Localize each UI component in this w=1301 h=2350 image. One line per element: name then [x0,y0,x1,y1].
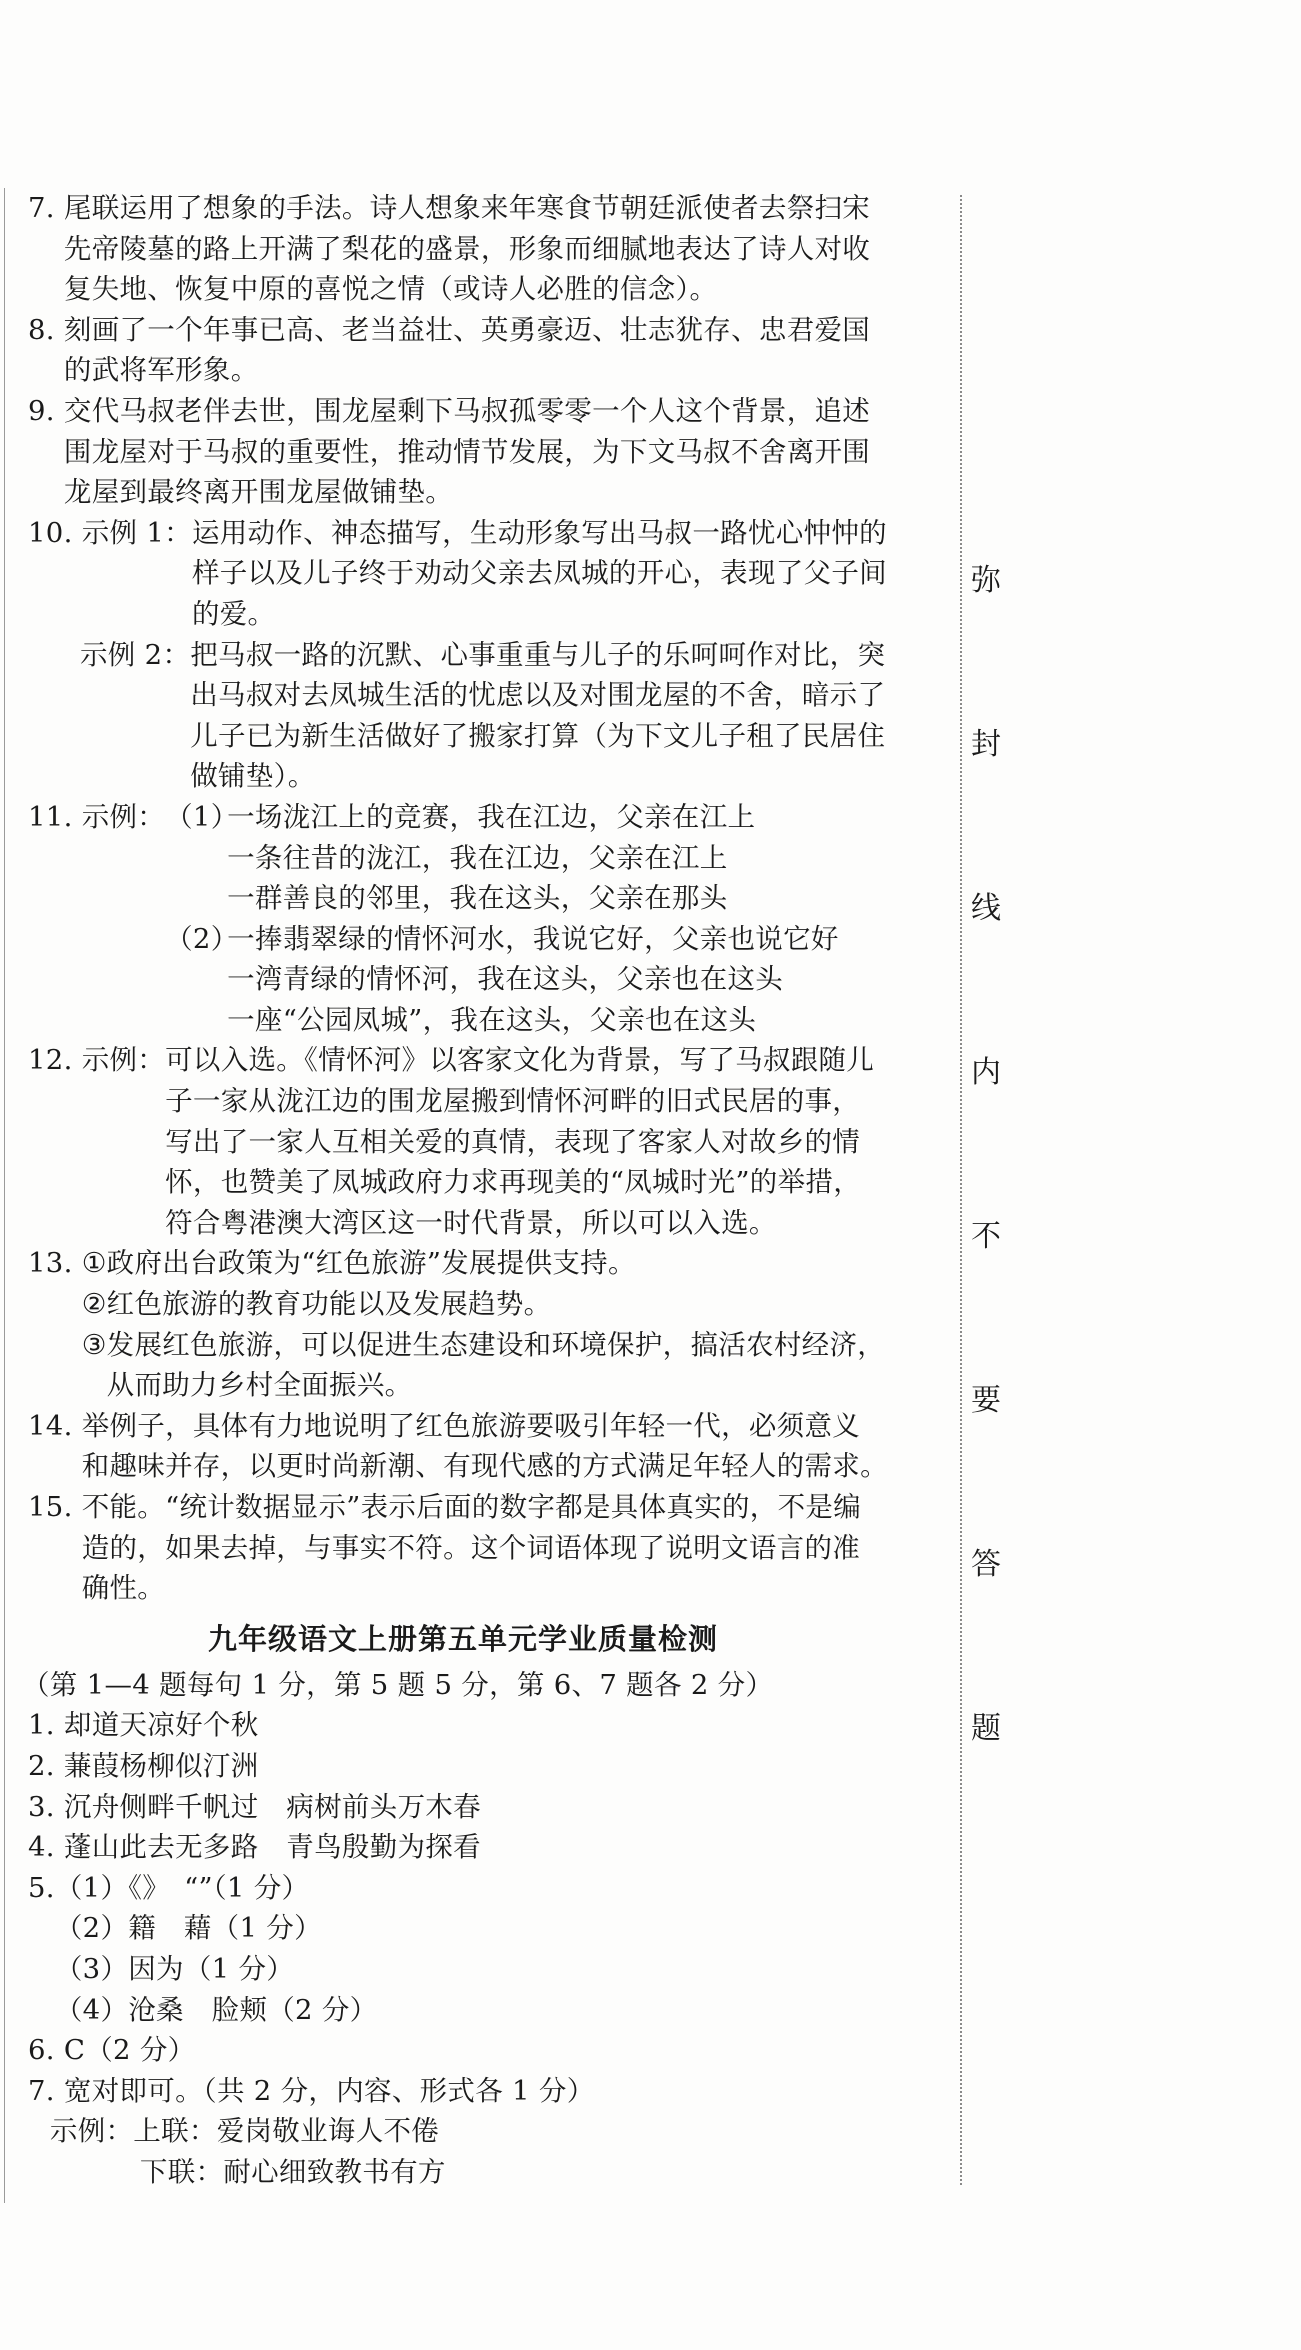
answer-14 [28,1406,928,1487]
answer-line: 把马叔一路的沉默、心事重重与儿子的乐呵呵作对比，突 [190,638,886,671]
section-answer-3 [28,1787,928,1828]
answer-content [22,188,928,2193]
answer-line: 从而助力乡村全面振兴。 [106,1369,413,1402]
answer-15 [28,1487,928,1609]
answer-text: 蒹葭杨柳似汀洲 [63,1749,259,1782]
seal-char: 题 [971,1711,1001,1746]
section-answer-7 [28,2071,928,2193]
answer-13 [28,1243,928,1405]
answer-8 [28,310,928,391]
answer-line: 运用动作、神态描写，生动形象写出马叔一路忧心忡忡的 [191,516,887,549]
poem-line: 一条往昔的泷江，我在江边，父亲在江上 [227,841,728,874]
answer-number: 6. [28,2034,55,2067]
answer-text: 宽对即可。（共 2 分，内容、形式各 1 分） [63,2074,595,2107]
answer-line: 不能。“统计数据显示”表示后面的数字都是具体真实的，不是编 [81,1491,862,1523]
answer-number: 13. [28,1247,73,1280]
answer-line: 复失地、恢复中原的喜悦之情（或诗人必胜的信念）。 [63,273,718,306]
couplet-upper: 上联：爱岗敬业诲人不倦 [133,2115,440,2148]
seal-char: 内 [971,1055,1001,1090]
answer-text: 沧桑 脸颊（2 分） [128,1993,378,2026]
answer-line: 的爱。 [191,597,276,630]
answer-text: 蓬山此去无多路 青鸟殷勤为探看 [63,1831,481,1864]
section-answer-1 [28,1705,928,1746]
answer-line: 符合粤港澳大湾区这一时代背景，所以可以入选。 [165,1206,777,1239]
group-mark: （1） [165,800,239,833]
answer-line: 围龙屋对于马叔的重要性，推动情节发展，为下文马叔不舍离开围 [63,435,871,468]
seal-char: 封 [971,727,1001,762]
answer-line: 可以入选。《情怀河》以客家文化为背景，写了马叔跟随儿 [165,1044,875,1077]
seal-char: 答 [971,1547,1001,1582]
answer-line: 写出了一家人互相关爱的真情，表现了客家人对故乡的情 [165,1125,861,1158]
section-answer-2 [28,1746,928,1787]
poem-line: 一捧翡翠绿的情怀河水，我说它好，父亲也说它好 [227,922,839,955]
answer-text: C（2 分） [63,2034,196,2067]
seal-char: 弥 [971,563,1001,598]
answer-line: 举例子，具体有力地说明了红色旅游要吸引年轻一代，必须意义 [81,1409,861,1442]
left-margin-rule [4,188,5,2203]
example-label: 示例： [81,1044,166,1077]
example-label: 示例： [81,800,166,833]
answer-line: 政府出台政策为“红色旅游”发展提供支持。 [106,1247,636,1280]
answer-line: 刻画了一个年事已高、老当益壮、英勇豪迈、壮志犹存、忠君爱国 [63,313,871,346]
answer-number: 1. [28,1709,55,1742]
answer-number: 8. [28,313,55,346]
answer-number: 9. [28,394,55,427]
answer-number: 7. [28,2074,55,2107]
answer-line: 出马叔对去凤城生活的忧虑以及对围龙屋的不舍，暗示了 [190,679,886,712]
answer-line: 确性。 [81,1572,166,1605]
answer-line: 样子以及儿子终于劝动父亲去凤城的开心，表现了父子间 [191,557,887,590]
answer-line: 子一家从泷江边的围龙屋搬到情怀河畔的旧式民居的事， [165,1085,861,1118]
point-mark: ① [81,1247,107,1280]
answer-number: 5. [28,1871,55,1904]
answer-line: 造的，如果去掉，与事实不符。这个词语体现了说明文语言的准 [81,1531,861,1564]
answer-7 [28,188,928,310]
answer-number: 12. [28,1044,73,1077]
answer-line: 和趣味并存，以更时尚新潮、有现代感的方式满足年轻人的需求。 [81,1450,888,1483]
answer-10 [28,513,928,635]
poem-line: 一座“公园凤城”，我在这头，父亲也在这头 [227,1003,757,1036]
answer-number: 15. [28,1491,73,1523]
answer-text: 籍 藉（1 分） [128,1912,322,1945]
answer-line: 交代马叔老伴去世，围龙屋剩下马叔孤零零一个人这个背景，追述 [63,394,871,427]
point-mark: ③ [81,1328,107,1361]
group-mark: （2） [165,922,239,955]
section-answer-4 [28,1827,928,1868]
example-label: 示例 2： [80,638,191,671]
answer-line: 发展红色旅游，可以促进生态建设和环境保护，搞活农村经济， [106,1328,886,1361]
answer-line: 尾联运用了想象的手法。诗人想象来年寒食节朝廷派使者去祭扫宋 [63,192,871,224]
answer-number: 7. [28,192,55,224]
example-label: 示例 1： [81,516,192,549]
poem-line: 一湾青绿的情怀河，我在这头，父亲也在这头 [227,963,784,996]
answer-11 [28,797,928,1041]
answer-10-example-2 [28,635,928,797]
sub-mark: （2） [54,1912,129,1945]
sub-mark: （4） [54,1993,129,2026]
point-mark: ② [81,1288,107,1321]
answer-line: 儿子已为新生活做好了搬家打算（为下文儿子租了民居住 [190,719,886,752]
answer-line: 红色旅游的教育功能以及发展趋势。 [106,1288,552,1321]
answer-number: 3. [28,1790,55,1823]
scoring-note: （第 1—4 题每句 1 分，第 5 题 5 分，第 6、7 题各 2 分） [22,1668,774,1701]
answer-number: 2. [28,1749,55,1782]
section-answer-5 [28,1868,928,2030]
answer-line: 的武将军形象。 [63,354,259,387]
poem-line: 一场泷江上的竞赛，我在江边，父亲在江上 [227,800,756,833]
seal-char: 要 [971,1383,1001,1418]
answer-9 [28,391,928,513]
answer-line: 怀，也赞美了凤城政府力求再现美的“凤城时光”的举措， [165,1166,862,1199]
answer-text: 却道天凉好个秋 [63,1709,259,1742]
answer-12 [28,1040,928,1243]
poem-line: 一群善良的邻里，我在这头，父亲在那头 [227,882,728,915]
answer-number: 10. [28,516,73,549]
answer-line: 做铺垫）。 [190,760,316,793]
answer-number: 14. [28,1409,73,1442]
section-answer-6 [28,2030,928,2071]
answer-number: 4. [28,1831,55,1864]
binding-seal-text [962,555,1022,1755]
sub-mark: （3） [54,1952,129,1985]
couplet-lower: 下联：耐心细致教书有方 [139,2155,446,2188]
sub-mark: （1） [54,1871,129,1904]
answer-text: 因为（1 分） [128,1952,295,1985]
answer-text: 《》 “”（1 分） [128,1871,310,1904]
example-label: 示例： [49,2115,134,2148]
section-title: 九年级语文上册第五单元学业质量检测 [207,1621,718,1656]
answer-text: 沉舟侧畔千帆过 病树前头万木春 [63,1790,481,1823]
answer-line: 先帝陵墓的路上开满了梨花的盛景，形象而细腻地表达了诗人对收 [63,232,871,265]
seal-char: 不 [971,1219,1001,1254]
seal-char: 线 [971,891,1001,926]
answer-number: 11. [28,800,73,833]
answer-line: 龙屋到最终离开围龙屋做铺垫。 [63,476,454,509]
